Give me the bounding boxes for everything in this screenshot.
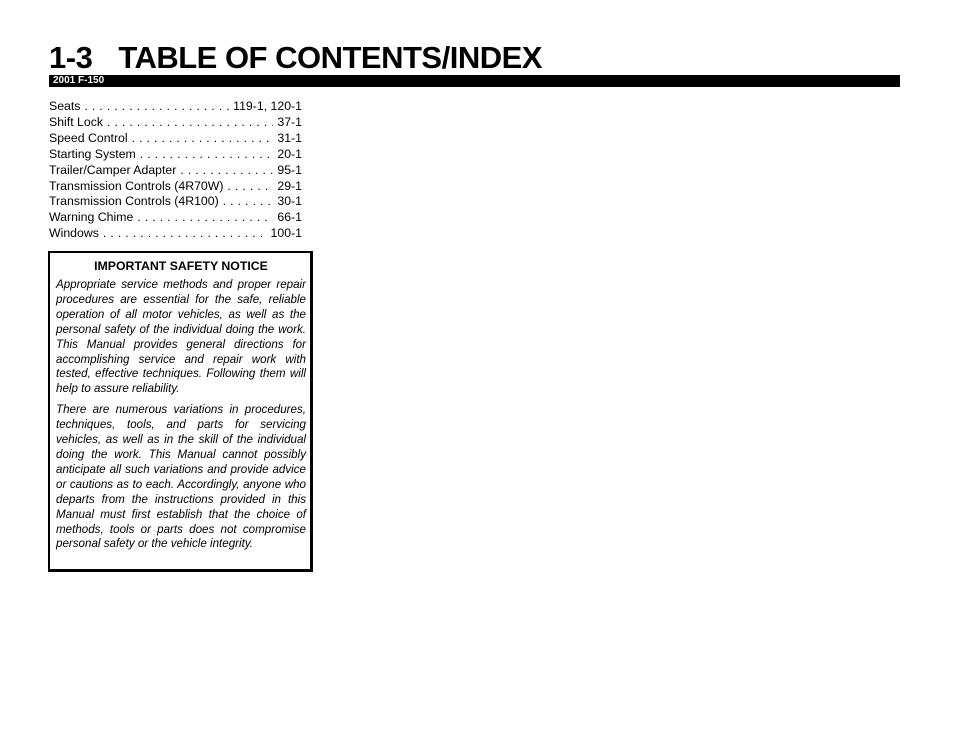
toc-entry-page: 119-1, 120-1 — [233, 99, 302, 113]
toc-entry — [49, 163, 302, 179]
toc-dot-leader — [227, 179, 273, 195]
toc-dot-leader — [132, 131, 274, 147]
toc-entry-page: 31-1 — [277, 130, 302, 145]
toc-list — [49, 99, 302, 242]
toc-dot-leader — [180, 163, 273, 179]
toc-entry — [49, 226, 302, 242]
toc-entry-page: 66-1 — [277, 210, 302, 225]
toc-entry-page: 30-1 — [277, 194, 302, 209]
toc-entry-label: Windows — [49, 226, 99, 241]
toc-dot-leader — [107, 115, 273, 131]
toc-entry — [49, 179, 302, 195]
toc-entry-page: 95-1 — [277, 162, 302, 177]
header-bar — [49, 75, 900, 87]
page-number: 1-3 — [49, 40, 93, 75]
toc-entry-page: 37-1 — [277, 114, 302, 129]
page-header — [49, 40, 542, 76]
toc-entry — [49, 210, 302, 226]
toc-entry-page: 29-1 — [277, 178, 302, 193]
toc-entry-label: Seats — [49, 99, 81, 113]
toc-entry — [49, 147, 302, 163]
toc-dot-leader — [223, 194, 274, 210]
page-title: TABLE OF CONTENTS/INDEX — [118, 40, 542, 75]
toc-dot-leader — [84, 99, 229, 115]
toc-entry-page: 20-1 — [277, 146, 302, 161]
toc-entry-label: Warning Chime — [49, 210, 134, 225]
safety-notice-paragraph: Appropriate service methods and proper repair procedures are essential for the safe, reliable operation of all motor vehicles, as well as the personal safety of the individual doing the work. This Manual provides general directions for accomplishing service and repair work with tested, effective techniques. Following them will help to assure reliability. — [56, 278, 306, 396]
toc-dot-leader — [103, 226, 267, 242]
toc-entry-label: Transmission Controls (4R100) — [49, 194, 219, 209]
safety-notice-paragraph: There are numerous variations in procedures, techniques, tools, and parts for servicing vehicles, as well as in the skill of the individual doing the work. This Manual cannot possibly anticipate all such variations and provide advice or cautions as to each. Accordingly, anyone who departs from the instructions provided in this Manual must first establish that the choice of methods, tools or parts does not compromise personal safety or the vehicle integrity. — [56, 403, 306, 551]
toc-entry-label: Speed Control — [49, 130, 128, 145]
safety-notice-box — [48, 251, 313, 572]
toc-entry — [49, 115, 302, 131]
toc-entry-label: Trailer/Camper Adapter — [49, 162, 177, 177]
model-year-label: 2001 F-150 — [53, 75, 105, 86]
safety-notice-title: IMPORTANT SAFETY NOTICE — [94, 259, 268, 273]
toc-entry-page: 100-1 — [270, 226, 302, 241]
toc-dot-leader — [137, 210, 273, 226]
toc-entry — [49, 99, 302, 115]
toc-entry-label: Starting System — [49, 146, 136, 161]
toc-entry — [49, 194, 302, 210]
toc-entry — [49, 131, 302, 147]
toc-entry-label: Transmission Controls (4R70W) — [49, 178, 224, 193]
toc-dot-leader — [140, 147, 274, 163]
toc-entry-label: Shift Lock — [49, 114, 103, 129]
